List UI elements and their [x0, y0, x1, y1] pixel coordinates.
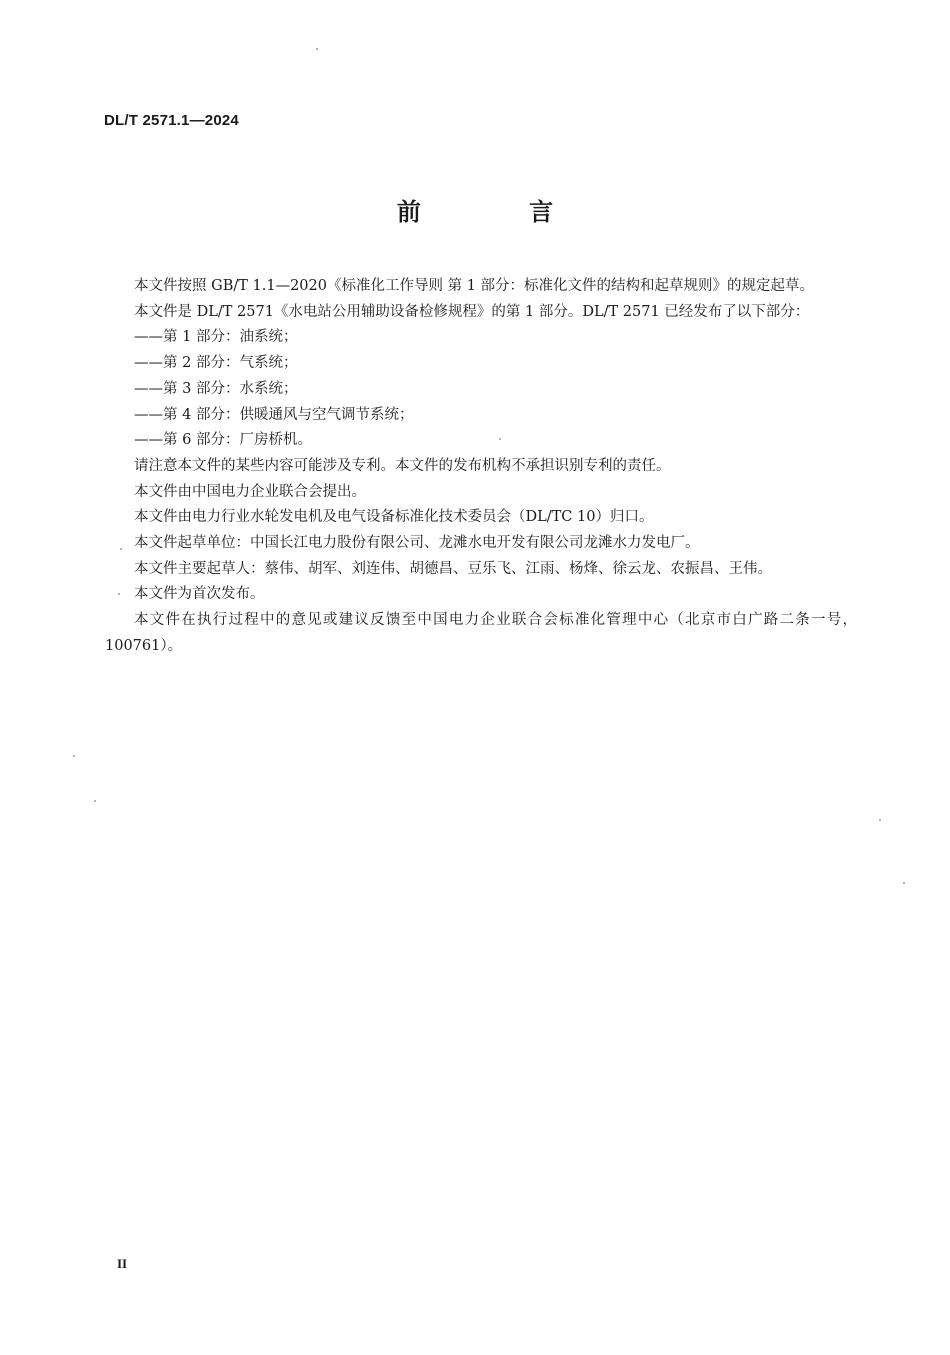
page-number: II — [117, 1256, 128, 1271]
scan-speck — [879, 819, 881, 821]
document-code: DL/T 2571.1—2024 — [104, 112, 239, 129]
scan-speck — [94, 800, 96, 802]
scan-speck — [73, 755, 75, 757]
paragraph-drafters: 本文件主要起草人：蔡伟、胡军、刘连伟、胡德昌、豆乐飞、江雨、杨烽、徐云龙、农振昌、王伟。 — [134, 560, 772, 577]
paragraph-drafting-basis: 本文件按照 GB/T 1.1—2020《标准化工作导则 第 1 部分：标准化文件的结构和起草规则》的规定起草。 — [134, 278, 815, 294]
list-item-part-4: ——第 4 部分：供暖通风与空气调节系统； — [134, 406, 414, 423]
paragraph-proposer: 本文件由中国电力企业联合会提出。 — [134, 483, 366, 500]
paragraph-part-statement: 本文件是 DL/T 2571《水电站公用辅助设备检修规程》的第 1 部分。DL/T 2571 已经发布了以下部分： — [134, 303, 810, 320]
foreword-body — [105, 274, 857, 660]
paragraph-drafting-units: 本文件起草单位：中国长江电力股份有限公司、龙滩水电开发有限公司龙滩水力发电厂。 — [134, 535, 700, 552]
scan-speck — [118, 593, 120, 595]
paragraph-patent-notice: 请注意本文件的某些内容可能涉及专利。本文件的发布机构不承担识别专利的责任。 — [134, 457, 671, 474]
list-item-part-6: ——第 6 部分：厂房桥机。 — [134, 432, 312, 449]
paragraph-committee: 本文件由电力行业水轮发电机及电气设备标准化技术委员会（DL/TC 10）归口。 — [134, 509, 654, 526]
list-item-part-3: ——第 3 部分：水系统； — [134, 380, 298, 397]
paragraph-first-release: 本文件为首次发布。 — [134, 586, 265, 603]
section-heading: 前 言 — [396, 198, 604, 226]
scan-speck — [316, 48, 318, 50]
list-item-part-1: ——第 1 部分：油系统； — [134, 329, 298, 346]
list-item-part-2: ——第 2 部分：气系统； — [134, 355, 298, 372]
paragraph-feedback: 本文件在执行过程中的意见或建议反馈至中国电力企业联合会标准化管理中心（北京市白广路二条一号，100761）。 — [105, 612, 857, 654]
scan-speck — [903, 882, 905, 884]
scan-speck — [120, 548, 122, 550]
scan-speck — [499, 438, 501, 440]
